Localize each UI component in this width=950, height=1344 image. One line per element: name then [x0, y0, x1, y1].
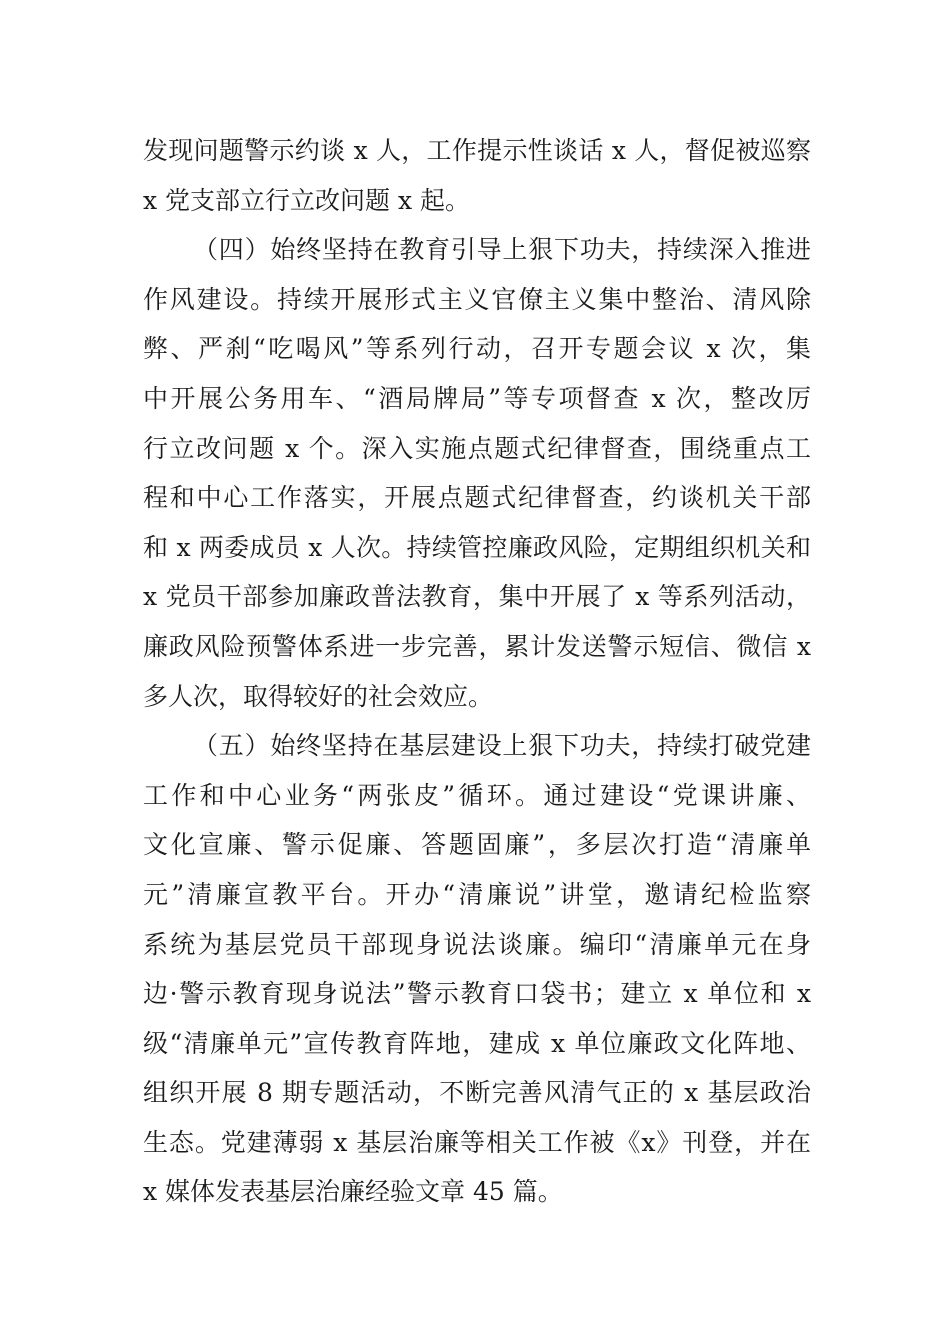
text-line: （五）始终坚持在基层建设上狠下功夫，持续打破党建	[193, 731, 811, 761]
text-line: 文化宣廉、警示促廉、答题固廉”，多层次打造“清廉单	[143, 830, 811, 860]
text-line: 元”清廉宣教平台。开办“清廉说”讲堂，邀请纪检监察	[143, 879, 811, 909]
body-text	[143, 126, 811, 1217]
text-line: 行立改问题 x 个。深入实施点题式纪律督查，围绕重点工	[143, 433, 811, 463]
text-line: 发现问题警示约谈 x 人，工作提示性谈话 x 人，督促被巡察	[143, 136, 811, 165]
text-line: 作风建设。持续开展形式主义官僚主义集中整治、清风除	[143, 284, 811, 314]
text-line: 多人次，取得较好的社会效应。	[143, 681, 494, 711]
text-line: x 党员干部参加廉政普法教育，集中开展了 x 等系列活动，	[143, 582, 811, 612]
text-line: 组织开展 8 期专题活动，不断完善风清气正的 x 基层政治	[143, 1078, 811, 1108]
paragraph-continued	[143, 126, 811, 225]
text-line: 级“清廉单元”宣传教育阵地，建成 x 单位廉政文化阵地、	[143, 1028, 811, 1058]
text-line: x 媒体发表基层治廉经验文章 45 篇。	[143, 1177, 563, 1207]
text-line: （四）始终坚持在教育引导上狠下功夫，持续深入推进	[193, 235, 811, 265]
text-line: x 党支部立行立改问题 x 起。	[143, 185, 471, 215]
text-line: 廉政风险预警体系进一步完善，累计发送警示短信、微信 x	[143, 631, 811, 661]
text-line: 程和中心工作落实，开展点题式纪律督查，约谈机关干部	[143, 483, 811, 513]
text-line: 工作和中心业务“两张皮”循环。通过建设“党课讲廉、	[143, 780, 811, 810]
text-line: 弊、严刹“吃喝风”等系列行动，召开专题会议 x 次，集	[143, 334, 811, 364]
text-line: 中开展公务用车、“酒局牌局”等专项督查 x 次，整改厉	[143, 383, 811, 413]
text-line: 生态。党建薄弱 x 基层治廉等相关工作被《x》刊登，并在	[143, 1127, 811, 1157]
paragraph-section-4	[143, 225, 811, 721]
text-line: 和 x 两委成员 x 人次。持续管控廉政风险，定期组织机关和	[143, 532, 811, 562]
text-line: 边·警示教育现身说法”警示教育口袋书；建立 x 单位和 x	[143, 979, 811, 1009]
text-line: 系统为基层党员干部现身说法谈廉。编印“清廉单元在身	[143, 929, 811, 959]
paragraph-section-5	[143, 721, 811, 1217]
